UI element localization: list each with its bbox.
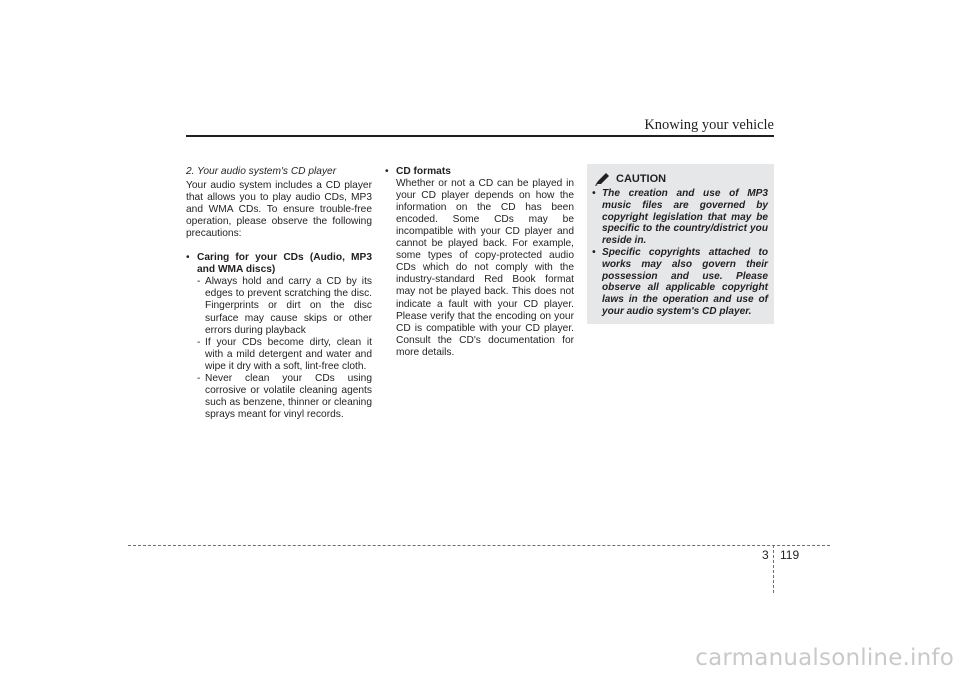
caution-title: CAUTION [616,173,667,185]
bullet-cd-formats [385,166,574,359]
bullet-dot-icon: • [385,166,389,177]
header-title: Knowing your vehicle [644,117,774,133]
dash-icon: - [197,276,201,288]
caution-header [595,172,768,186]
section-title: 2. Your audio system's CD player [186,166,337,177]
dash-icon: - [197,336,201,348]
caution-item [592,188,768,247]
left-column [186,166,372,421]
caution-item-text: The creation and use of MP3 music files are governed by copyright legislation that may be specific to the country/district you reside in. [602,188,768,247]
cd-formats-paragraph: Whether or not a CD can be played in your CD player depends on how the information on the CD has been encoded. Some CDs may be incompatible with your CD player and cannot be played back. For example, some types of copy-protected audio CDs which do not comply with the industry-standard Red Book format may not be played back. This does not indicate a fault with your CD player. Please verify that the encoding on your CD is compatible with your CD player. Consult the CD's documentation for more details. [396,178,574,358]
intro-paragraph: Your audio system includes a CD player that allows you to play audio CDs, MP3 and WMA CDs. To ensure trouble-free operation, please observe the following precautions: [186,180,372,240]
list-item [197,373,372,421]
bullet-dot-icon: • [592,246,596,258]
caution-item [592,247,768,318]
list-item-text: Always hold and carry a CD by its edges to prevent scratching the disc. Fingerprints or dirt on the disc surface may cause skips or other errors during playback [205,276,372,336]
footer-divider [773,545,774,593]
list-item [197,276,372,336]
chapter-number: 3 [762,548,769,562]
page-number: 119 [780,548,800,562]
caution-item-text: Specific copyrights attached to works may also govern their possession and use. Please observe all applicable copyright laws in the operation and use of your audio system's CD player. [602,246,768,317]
middle-column [385,166,574,359]
list-item-text: If your CDs become dirty, clean it with a mild detergent and water and wipe it dry with a soft, lint-free cloth. [205,336,372,372]
list-item [197,337,372,373]
bullet-heading: CD formats [396,166,451,177]
bullet-dot-icon: • [592,188,596,199]
footer-rule [128,545,830,546]
bullet-dot-icon: • [186,252,190,264]
caution-box [587,164,774,324]
bullet-caring [186,252,372,421]
header-rule [186,135,774,137]
bullet-heading: Caring for your CDs (Audio, MP3 and WMA discs) [197,252,372,276]
pencil-icon [595,172,611,186]
watermark: carmanualsonline.info [695,645,954,671]
dash-icon: - [197,372,201,384]
list-item-text: Never clean your CDs using corrosive or volatile cleaning agents such as benzene, thinner or cleaning sprays meant for vinyl records. [205,372,372,420]
